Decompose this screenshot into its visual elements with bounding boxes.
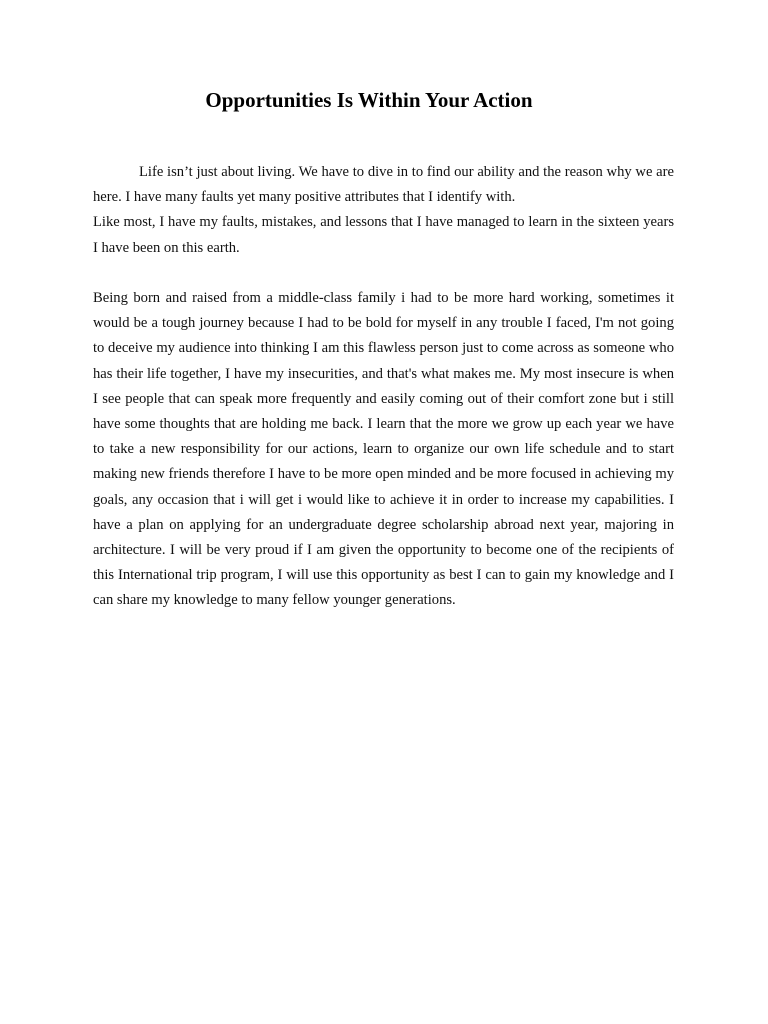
paragraph-faults: Like most, I have my faults, mistakes, and lessons that I have managed to learn in the sixteen years I have been on this earth. <box>93 214 674 256</box>
document-body <box>93 160 674 614</box>
paragraph-background: Being born and raised from a middle-class family i had to be more hard working, sometimes it would be a tough journey because I had to be bold for myself in any trouble I faced, I'm not going to deceive my audience into thinking I am this flawless person just to come across as someone who has their life together, I have my insecurities, and that's what makes me. My most insecure is when I see people that can speak more frequently and easily coming out of their comfort zone but i still have some thoughts that are holding me back. I learn that the more we grow up each year we have to take a new responsibility for our actions, learn to organize our own life schedule and to start making new friends therefore I have to be more open minded and be more focused in achieving my goals, any occasion that i will get i would like to achieve it in order to increase my capabilities. I have a plan on applying for an undergraduate degree scholarship abroad next year, majoring in architecture. I will be very proud if I am given the opportunity to become one of the recipients of this International trip program, I will use this opportunity as best I can to gain my knowledge and I can share my knowledge to many fellow younger generations. <box>93 290 674 609</box>
paragraph-intro: Life isn’t just about living. We have to dive in to find our ability and the reason why we are here. I have many faults yet many positive attributes that I identify with. <box>93 164 674 206</box>
paragraph-spacer <box>93 261 674 286</box>
document-title: Opportunities Is Within Your Action <box>205 88 533 112</box>
